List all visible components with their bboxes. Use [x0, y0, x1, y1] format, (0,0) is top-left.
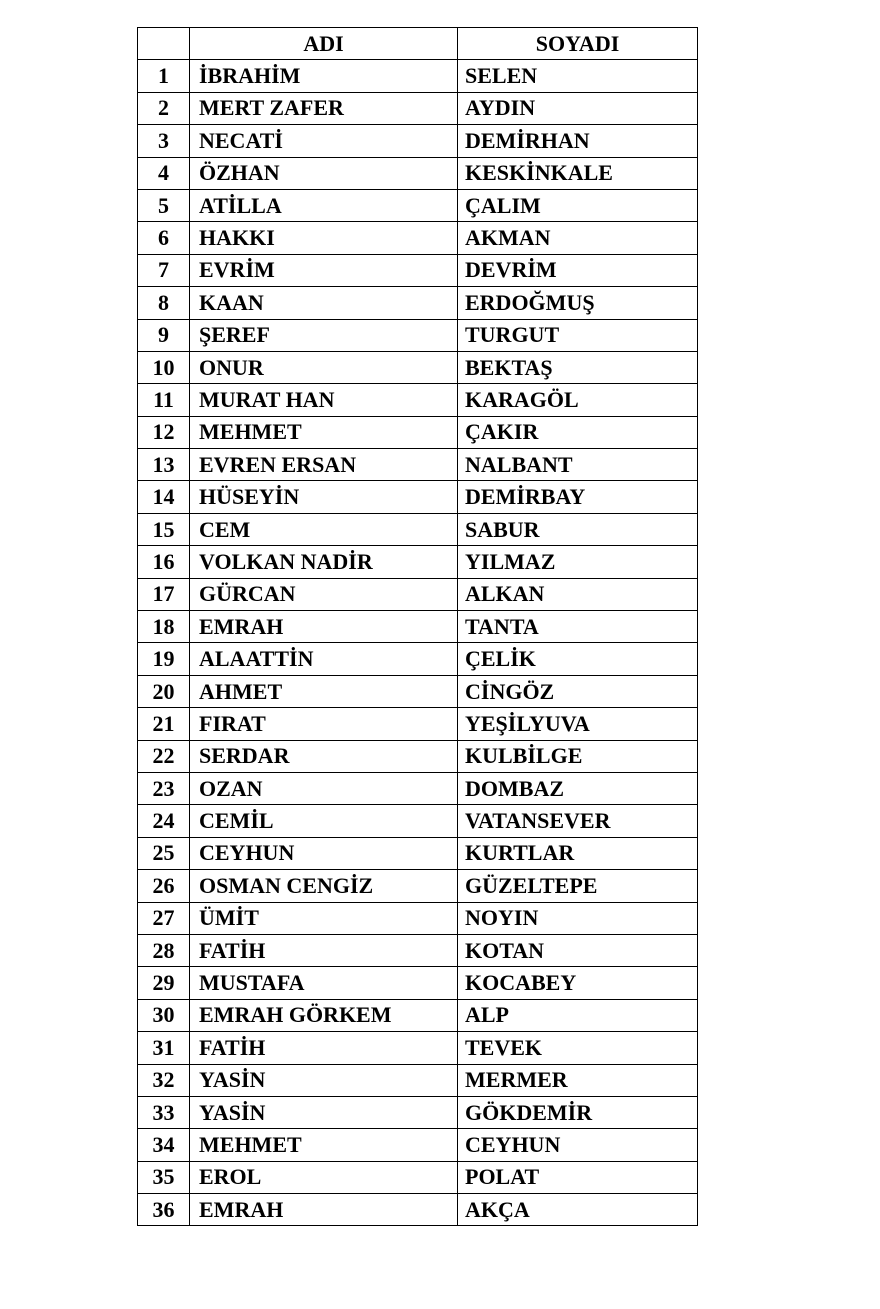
first-name-cell: NECATİ [190, 125, 458, 157]
row-number-cell: 6 [138, 222, 190, 254]
last-name-cell: NALBANT [458, 449, 698, 481]
row-number-cell: 34 [138, 1129, 190, 1161]
table-row [138, 837, 698, 869]
row-number-cell: 22 [138, 740, 190, 772]
table-row [138, 254, 698, 286]
last-name-cell: BEKTAŞ [458, 351, 698, 383]
first-name-cell: VOLKAN NADİR [190, 546, 458, 578]
first-name-cell: EVREN ERSAN [190, 449, 458, 481]
first-name-cell: CEYHUN [190, 837, 458, 869]
first-name-cell: EVRİM [190, 254, 458, 286]
first-name-cell: ONUR [190, 351, 458, 383]
table-row [138, 92, 698, 124]
row-number-cell: 4 [138, 157, 190, 189]
row-number-cell: 29 [138, 967, 190, 999]
number-column-header [138, 28, 190, 60]
last-name-cell: VATANSEVER [458, 805, 698, 837]
first-name-cell: EMRAH [190, 1194, 458, 1226]
last-name-cell: ÇAKIR [458, 416, 698, 448]
first-name-cell: OZAN [190, 772, 458, 804]
last-name-cell: ÇALIM [458, 189, 698, 221]
last-name-cell: ALP [458, 999, 698, 1031]
table-row [138, 708, 698, 740]
first-name-cell: KAAN [190, 287, 458, 319]
last-name-cell: KURTLAR [458, 837, 698, 869]
first-name-cell: FIRAT [190, 708, 458, 740]
row-number-cell: 27 [138, 902, 190, 934]
row-number-cell: 33 [138, 1096, 190, 1128]
table-row [138, 967, 698, 999]
row-number-cell: 16 [138, 546, 190, 578]
last-name-cell: AKMAN [458, 222, 698, 254]
first-name-cell: İBRAHİM [190, 60, 458, 92]
last-name-cell: DOMBAZ [458, 772, 698, 804]
table-row [138, 287, 698, 319]
row-number-cell: 35 [138, 1161, 190, 1193]
row-number-cell: 28 [138, 934, 190, 966]
first-name-cell: AHMET [190, 675, 458, 707]
table-row [138, 416, 698, 448]
row-number-cell: 25 [138, 837, 190, 869]
row-number-cell: 36 [138, 1194, 190, 1226]
last-name-cell: GÖKDEMİR [458, 1096, 698, 1128]
last-name-cell: DEVRİM [458, 254, 698, 286]
first-name-cell: ŞEREF [190, 319, 458, 351]
last-name-cell: DEMİRHAN [458, 125, 698, 157]
row-number-cell: 26 [138, 870, 190, 902]
last-name-cell: KOCABEY [458, 967, 698, 999]
first-name-cell: MUSTAFA [190, 967, 458, 999]
last-name-cell: ALKAN [458, 578, 698, 610]
table-row [138, 1161, 698, 1193]
table-row [138, 1194, 698, 1226]
table-body [138, 60, 698, 1226]
row-number-cell: 17 [138, 578, 190, 610]
row-number-cell: 19 [138, 643, 190, 675]
first-name-cell: FATİH [190, 1032, 458, 1064]
last-name-cell: KARAGÖL [458, 384, 698, 416]
last-name-cell: ERDOĞMUŞ [458, 287, 698, 319]
first-name-cell: MEHMET [190, 1129, 458, 1161]
last-name-cell: DEMİRBAY [458, 481, 698, 513]
table-row [138, 125, 698, 157]
table-row [138, 999, 698, 1031]
last-name-cell: KULBİLGE [458, 740, 698, 772]
row-number-cell: 7 [138, 254, 190, 286]
row-number-cell: 15 [138, 513, 190, 545]
first-name-cell: YASİN [190, 1096, 458, 1128]
row-number-cell: 13 [138, 449, 190, 481]
first-name-cell: MURAT HAN [190, 384, 458, 416]
table-row [138, 934, 698, 966]
first-name-cell: GÜRCAN [190, 578, 458, 610]
row-number-cell: 10 [138, 351, 190, 383]
row-number-cell: 1 [138, 60, 190, 92]
table-row [138, 319, 698, 351]
table-row [138, 740, 698, 772]
last-name-cell: KOTAN [458, 934, 698, 966]
last-name-cell: TANTA [458, 611, 698, 643]
table-row [138, 675, 698, 707]
table-row [138, 60, 698, 92]
table-row [138, 1096, 698, 1128]
table-row [138, 157, 698, 189]
row-number-cell: 21 [138, 708, 190, 740]
last-name-cell: GÜZELTEPE [458, 870, 698, 902]
table-row [138, 222, 698, 254]
row-number-cell: 31 [138, 1032, 190, 1064]
first-name-cell: MERT ZAFER [190, 92, 458, 124]
table-row [138, 189, 698, 221]
first-name-cell: ÜMİT [190, 902, 458, 934]
row-number-cell: 2 [138, 92, 190, 124]
first-name-cell: HÜSEYİN [190, 481, 458, 513]
table-row [138, 481, 698, 513]
first-name-cell: ATİLLA [190, 189, 458, 221]
row-number-cell: 23 [138, 772, 190, 804]
table-row [138, 611, 698, 643]
row-number-cell: 9 [138, 319, 190, 351]
table-row [138, 1032, 698, 1064]
last-name-cell: ÇELİK [458, 643, 698, 675]
last-name-cell: SELEN [458, 60, 698, 92]
first-name-cell: EMRAH [190, 611, 458, 643]
first-name-cell: CEM [190, 513, 458, 545]
table-row [138, 643, 698, 675]
last-name-cell: TEVEK [458, 1032, 698, 1064]
row-number-cell: 5 [138, 189, 190, 221]
table-row [138, 449, 698, 481]
last-name-cell: NOYIN [458, 902, 698, 934]
first-name-cell: SERDAR [190, 740, 458, 772]
table-row [138, 578, 698, 610]
last-name-cell: SABUR [458, 513, 698, 545]
last-name-cell: AKÇA [458, 1194, 698, 1226]
first-name-cell: CEMİL [190, 805, 458, 837]
last-name-cell: TURGUT [458, 319, 698, 351]
first-name-cell: MEHMET [190, 416, 458, 448]
last-name-cell: YEŞİLYUVA [458, 708, 698, 740]
first-name-cell: EMRAH GÖRKEM [190, 999, 458, 1031]
first-name-column-header: ADI [190, 28, 458, 60]
row-number-cell: 3 [138, 125, 190, 157]
first-name-cell: EROL [190, 1161, 458, 1193]
row-number-cell: 32 [138, 1064, 190, 1096]
table-header-row [138, 28, 698, 60]
last-name-cell: POLAT [458, 1161, 698, 1193]
last-name-column-header: SOYADI [458, 28, 698, 60]
table-row [138, 1129, 698, 1161]
table-row [138, 546, 698, 578]
table-row [138, 805, 698, 837]
row-number-cell: 14 [138, 481, 190, 513]
last-name-cell: MERMER [458, 1064, 698, 1096]
last-name-cell: CEYHUN [458, 1129, 698, 1161]
table-row [138, 351, 698, 383]
table-row [138, 384, 698, 416]
row-number-cell: 20 [138, 675, 190, 707]
table-row [138, 513, 698, 545]
row-number-cell: 30 [138, 999, 190, 1031]
table-row [138, 870, 698, 902]
last-name-cell: YILMAZ [458, 546, 698, 578]
first-name-cell: FATİH [190, 934, 458, 966]
row-number-cell: 18 [138, 611, 190, 643]
table-row [138, 902, 698, 934]
first-name-cell: ÖZHAN [190, 157, 458, 189]
last-name-cell: CİNGÖZ [458, 675, 698, 707]
first-name-cell: ALAATTİN [190, 643, 458, 675]
first-name-cell: HAKKI [190, 222, 458, 254]
row-number-cell: 11 [138, 384, 190, 416]
first-name-cell: OSMAN CENGİZ [190, 870, 458, 902]
row-number-cell: 24 [138, 805, 190, 837]
last-name-cell: KESKİNKALE [458, 157, 698, 189]
table-row [138, 1064, 698, 1096]
table-row [138, 772, 698, 804]
last-name-cell: AYDIN [458, 92, 698, 124]
first-name-cell: YASİN [190, 1064, 458, 1096]
row-number-cell: 12 [138, 416, 190, 448]
row-number-cell: 8 [138, 287, 190, 319]
names-table [137, 27, 698, 1226]
